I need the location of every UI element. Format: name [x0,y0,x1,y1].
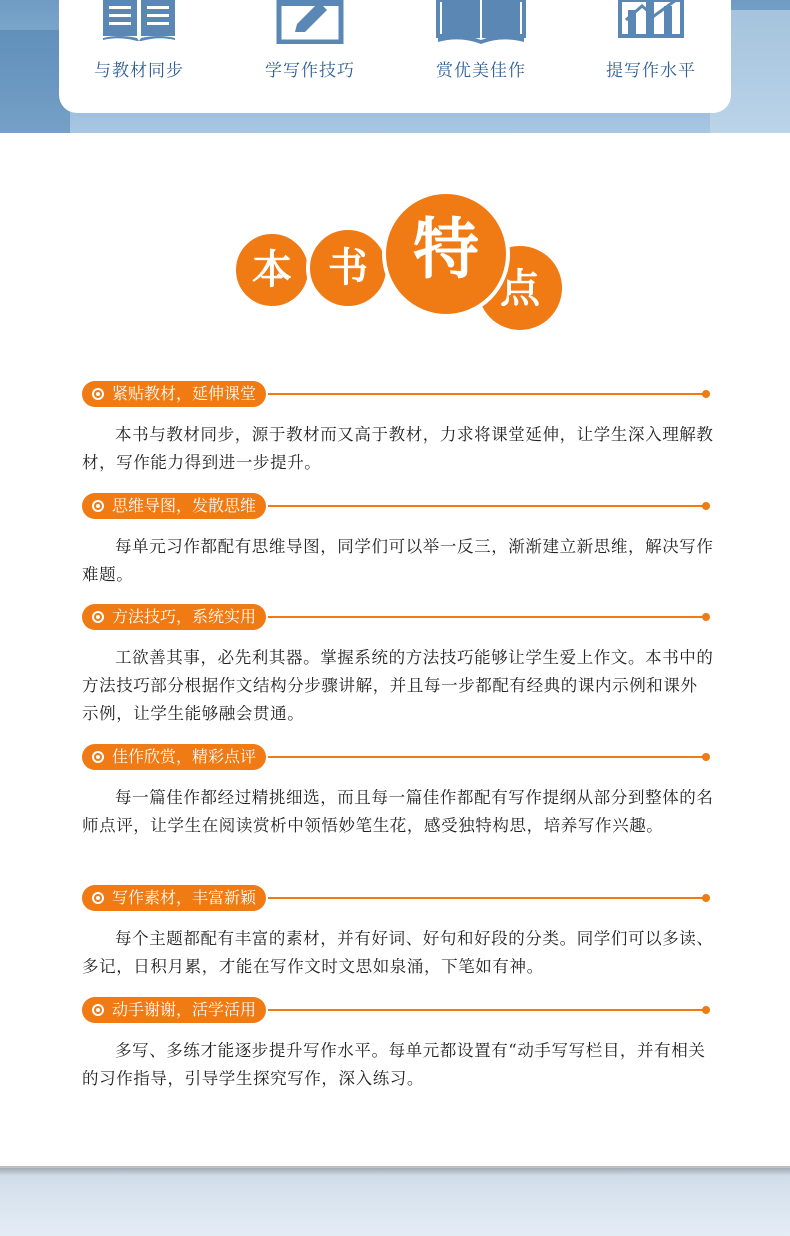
pen-edit-icon [275,0,345,44]
feature-section [82,604,714,728]
section-text: 每个主题都配有丰富的素材，并有好词、好句和好段的分类。同学们可以多读、多记，日积月累，才能在写作文时文思如泉涌，下笔如有神。 [82,929,714,976]
section-heading [82,604,266,630]
feature-label: 提写作水平 [606,61,696,81]
section-heading [82,381,266,407]
divider-line [268,505,706,507]
section-heading [82,744,266,770]
divider-dot [702,894,710,902]
top-banner [0,0,790,133]
target-icon [92,1004,104,1016]
divider-line [268,1009,706,1011]
feature-item [59,0,219,113]
divider-dot [702,502,710,510]
section-text: 每一篇佳作都经过精挑细选，而且每一篇佳作都配有写作提纲从部分到整体的名师点评，让学生在阅读赏析中领悟妙笔生花，感受独特构思，培养写作兴趣。 [82,788,714,835]
divider-dot [702,390,710,398]
section-heading [82,493,266,519]
feature-item [571,0,731,113]
feature-label: 学写作技巧 [265,61,355,81]
divider-line [268,897,706,899]
section-text: 本书与教材同步，源于教材而又高于教材，力求将课堂延伸，让学生深入理解教材，写作能力得到进一步提升。 [82,425,714,472]
feature-label: 赏优美佳作 [436,61,526,81]
target-icon [92,611,104,623]
feature-item [230,0,390,113]
divider-dot [702,613,710,621]
bottom-banner [0,1168,790,1236]
book-icon [99,0,179,44]
section-text: 工欲善其事，必先利其器。掌握系统的方法技巧能够让学生爱上作文。本书中的方法技巧部分根据作文结构分步骤讲解，并且每一步都配有经典的课内示例和课外示例，让学生能够融会贯通。 [82,648,714,723]
section-header [82,604,714,632]
divider-line [268,756,706,758]
bottom-shadow [0,1166,790,1176]
section-heading-text: 思维导图，发散思维 [112,496,257,515]
section-heading-text: 佳作欣赏，精彩点评 [112,747,257,766]
divider-dot [702,1006,710,1014]
section-heading [82,885,266,911]
chart-up-icon [618,0,684,44]
feature-card [59,0,731,113]
section-text: 每单元习作都配有思维导图，同学们可以举一反三，渐渐建立新思维，解决写作难题。 [82,537,714,584]
target-icon [92,388,104,400]
section-heading-text: 写作素材，丰富新颖 [112,888,257,907]
section-heading-text: 方法技巧，系统实用 [112,607,257,626]
divider-line [268,393,706,395]
title-char: 书 [306,226,390,310]
feature-item [401,0,561,113]
target-icon [92,751,104,763]
section-header [82,885,714,913]
feature-section [82,493,714,589]
section-heading-text: 动手谢谢，活学活用 [112,1000,257,1019]
section-title [0,186,790,336]
title-char-large: 特 [382,190,510,318]
feature-section [82,885,714,981]
feature-section [82,744,714,840]
target-icon [92,892,104,904]
section-text: 多写、多练才能逐步提升写作水平。每单元都设置有“动手写写栏目，并有相关的习作指导，引导学生探究写作，深入练习。 [82,1041,706,1088]
section-heading [82,997,266,1023]
feature-section [82,381,714,477]
divider-dot [702,753,710,761]
title-char: 本 [232,230,312,310]
feature-label: 与教材同步 [94,61,184,81]
section-header [82,493,714,521]
target-icon [92,500,104,512]
divider-line [268,616,706,618]
feature-section [82,997,714,1093]
section-header [82,744,714,772]
section-heading-text: 紧贴教材，延伸课堂 [112,384,257,403]
title-char: 点 [474,242,566,334]
section-header [82,997,714,1025]
open-book-icon [436,0,526,44]
section-header [82,381,714,409]
